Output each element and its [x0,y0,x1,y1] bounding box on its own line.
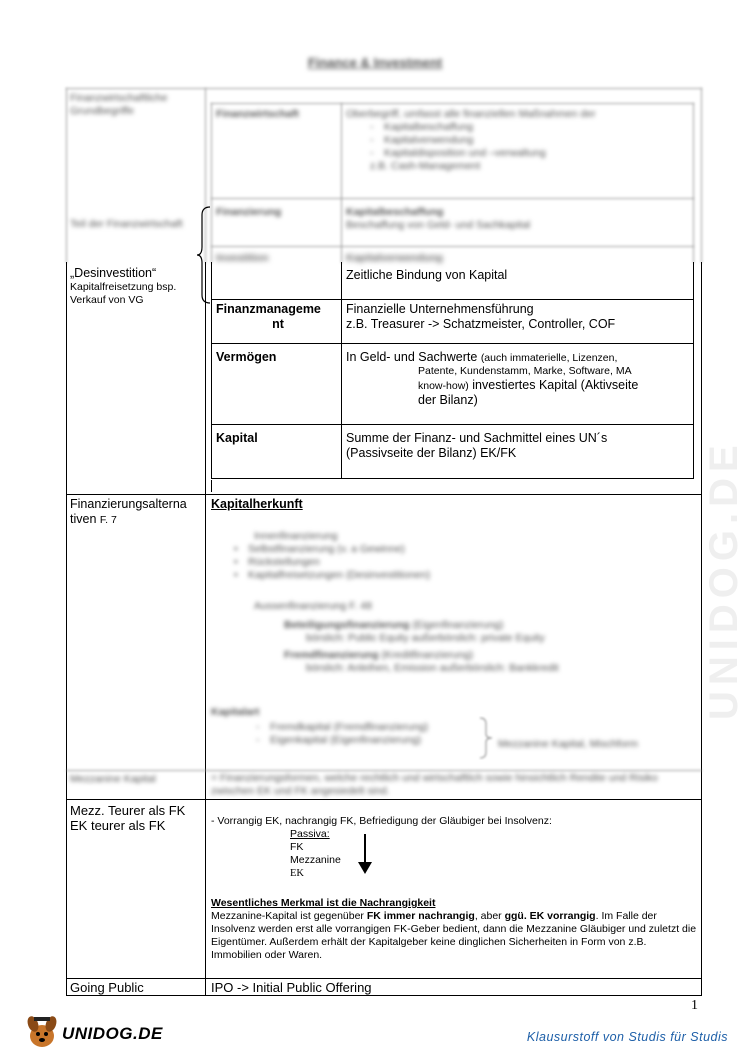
dog-mascot-icon [24,1014,60,1050]
brace-right-icon [478,716,494,760]
term-finanzmanagement: Finanzmanageme nt [216,302,321,331]
going-public-label: Going Public [70,980,144,995]
vorrangig-text: - Vorrangig EK, nachrangig FK, Befriedigung der Gläubiger bei Insolvenz: [211,815,552,827]
mezzanine-kapital-definition: = Finanzierungsformen, welche rechtlich und wirtschaftlich sowie hinsichtlich Rendite und Risiko zwischen EK und FK angesiedelt sind. [211,772,658,797]
watermark: UNIDOG.DE [702,439,746,720]
investition-bold: Kapitalverwendung [346,252,443,264]
arrow-down-icon [364,834,366,864]
kapitalart-list: - Fremdkapital (Fremdfinanzierung) - Eigenkapital (Eigenfinanzierung) [232,721,492,747]
desinvestition-title: „Desinvestition“ [70,266,157,280]
table-left-border [66,262,67,996]
desc-kapital: Summe der Finanz- und Sachmittel eines UN´s (Passivseite der Bilanz) EK/FK [346,431,608,460]
innenfinanzierung-block: Innenfinanzierung • Selbstfinanzierung (v. a Gewinne) • Rückstellungen • Kapitalfreisetzungen (Desinvestitionen) Aussenfinanzierung F. 48 Beteiligungsfinanzierung (Eigenfinanzierung) börslich: Public Equity außerbörslich: private Equity Fremdfinanzierung (Kreditfinanzierung) börslich: Anleihen, Emission außerbörslich: Bankkredit [230,530,690,675]
merkmal-heading: Wesentliches Merkmal ist die Nachrangigkeit [211,897,436,909]
mezz-teurer-label: Mezz. Teurer als FK EK teurer als FK [70,803,186,833]
kapitalart-heading: Kapitalart [211,706,260,718]
mezzanine-kapital-label: Mezzanine Kapital [70,773,156,785]
document-title: Finance & Investment [307,55,443,70]
desc-finanzwirtschaft: Oberbegriff, umfasst alle finanziellen Maßnahmen der - Kapitalbeschaffung - Kapitalverwendung - Kapitaldisposition und –verwaltung z.B. Cash-Management [346,108,691,173]
table-column-divider [205,262,206,996]
desc-finanzmanagement: Finanzielle Unternehmensführung z.B. Treasurer -> Schatzmeister, Controller, COF [346,302,616,331]
merkmal-text: Mezzanine-Kapital ist gegenüber FK immer nachrangig, aber ggü. EK vorrangig. Im Falle der Insolvenz werden erst alle vorrangigen FK-Geber bedient, dann die Mezzanine Gläubiger und zuletzt die Eigentümer. Außerdem erhält der Kapitalgeber keine dinglichen Sicherheiten in Form von z.B. Immobilien oder Waren. [211,910,697,961]
passiva-stack: FK Mezzanine EK [290,841,341,879]
term-vermoegen: Vermögen [216,350,277,364]
term-investition: Investition [216,252,269,264]
term-finanzwirtschaft: Finanzwirtschaft [216,108,299,120]
grundbegriffe-label: Finanzwirtschaftliche Grundbegriffe [70,92,168,117]
page-number: 1 [691,998,698,1013]
kapitalherkunft-heading: Kapitalherkunft [211,497,303,511]
desc-investition: Zeitliche Bindung von Kapital [346,268,508,282]
going-public-text: IPO -> Initial Public Offering [211,980,372,995]
finanzierungsalternativen-label: Finanzierungsalterna tiven F. 7 [70,497,187,526]
mezzanine-brace-label: Mezzanine Kapital, Mischform [498,738,639,750]
desinvestition-text: Kapitalfreisetzung bsp. Verkauf von VG [70,281,177,306]
desc-vermoegen: In Geld- und Sachwerte (auch immaterielle, Lizenzen, Patente, Kundenstamm, Marke, Software, MA know-how) investiertes Kapital (Aktivseite der Bilanz) [346,350,639,407]
term-kapital: Kapital [216,431,258,445]
unidog-logo[interactable]: UNIDOG.DE [24,1014,154,1050]
term-finanzierung: Finanzierung [216,206,282,218]
desc-finanzierung: Kapitalbeschaffung Beschaffung von Geld- und Sachkapital [346,206,531,231]
passiva-label: Passiva: [290,828,330,840]
teil-label: Teil der Finanzwirtschaft [70,218,183,230]
footer-tagline: Klausurstoff von Studis für Studis [526,1030,728,1044]
table-right-border [701,262,702,996]
arrow-head-icon [358,862,372,874]
